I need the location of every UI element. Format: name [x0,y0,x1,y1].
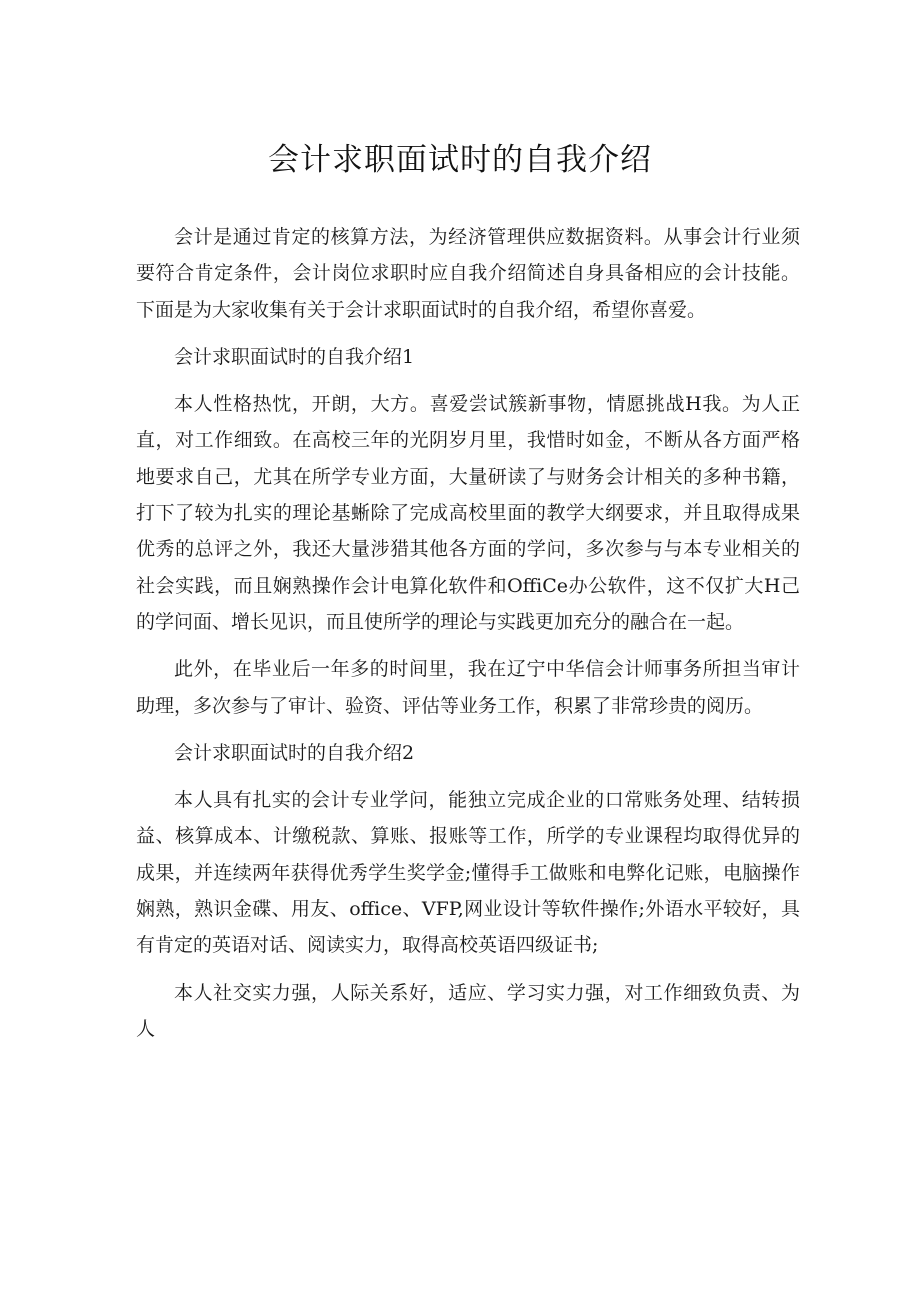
document-title: 会计求职面试时的自我介绍 [268,142,652,178]
section-1-paragraph-2: 此外，在毕业后一年多的时间里，我在辽宁中华信会计师事务所担当审计助理，多次参与了审计、验资、评估等业务工作，积累了非常珍贵的阅历。 [136,658,800,717]
section-heading-1: 会计求职面试时的自我介绍1 [174,345,415,368]
intro-paragraph: 会计是通过肯定的核算方法，为经济管理供应数据资料。从事会计行业须要符合肯定条件，会计岗位求职时应自我介绍简述自身具备相应的会计技能。下面是为大家收集有关于会计求职面试时的自我介绍，希望你喜爱。 [136,226,800,321]
section-2-paragraph-1: 本人具有扎实的会计专业学问，能独立完成企业的口常账务处理、结转损益、核算成本、计缴税款、算账、报账等工作，所学的专业课程均取得优异的成果，并连续两年获得优秀学生奖学金;懂得手工做账和电弊化记账，电脑操作娴熟，熟识金碟、用友、office、VFP,网业设计等软件操作;外语水平较好，具有肯定的英语对话、阅读实力，取得高校英语四级证书; [136,789,800,957]
section-heading-2: 会计求职面试时的自我介绍2 [174,741,415,764]
section-2-paragraph-2: 本人社交实力强，人际关系好，适应、学习实力强，对工作细致负责、为人 [136,981,800,1040]
document-body [136,219,800,1058]
section-1-paragraph-1: 本人性格热忱，开朗，大方。喜爱尝试簇新事物，情愿挑战H我。为人正直，对工作细致。在高校三年的光阴岁月里，我惜时如金，不断从各方面严格地要求自己，尤其在所学专业方面，大量研读了与财务会计相关的多种书籍，打下了较为扎实的理论基蜥除了完成高校里面的教学大纲要求，并且取得成果优秀的总评之外，我还大量涉猎其他各方面的学问，多次参与与本专业相关的社会实践，而且娴熟操作会计电算化软件和OffiCe办公软件，这不仅扩大H己的学问面、增长见识，而且使所学的理论与实践更加充分的融合在一起。 [136,393,800,633]
